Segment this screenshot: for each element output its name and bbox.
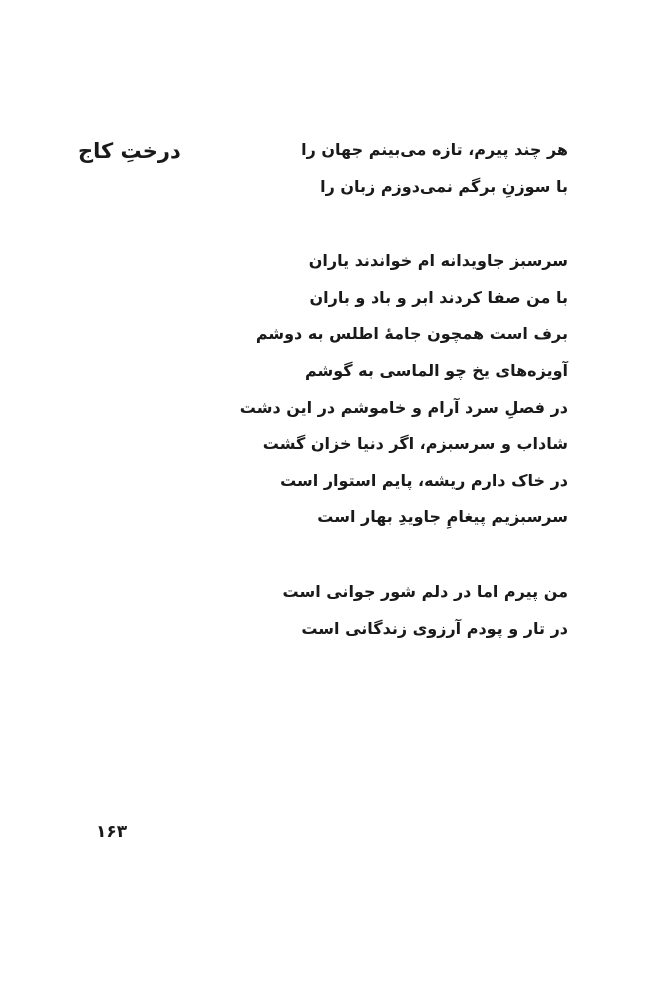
poem-line: هر چند پیرم، تازه می‌بینم جهان را [301, 140, 568, 159]
poem-line: در فصلِ سرد آرام و خاموشم در این دشت [239, 397, 568, 417]
poem-line: برف است همچون جامهٔ اطلس به دوشم [255, 324, 568, 344]
page-number: ۱۶۳ [96, 822, 128, 842]
poem-line: سرسبز جاویدانه ام خواندند یاران [308, 251, 568, 271]
poem-line: در تار و پودم آرزوی زندگانی است [301, 618, 568, 638]
poem-line: سرسبزیم پیغامِ جاویدِ بهار است [317, 507, 568, 527]
poem-line: شاداب و سرسبزم، اگر دنیا خزان گشت [262, 434, 568, 454]
stanza [228, 243, 568, 536]
poem-line: در خاک دارم ریشه، پایم استوار است [280, 470, 568, 490]
poem-line: من پیرم اما در دلم شور جوانی است [282, 581, 568, 601]
poem-line: آویزه‌های یخ چو الماسی به گوشم [304, 360, 568, 380]
poem-line: با من صفا کردند ابر و باد و باران [309, 287, 568, 307]
poem-line: با سوزنِ برگم نمی‌دوزم زبان را [320, 176, 568, 196]
stanza [228, 132, 568, 205]
poem-title: درختِ کاج [78, 139, 181, 163]
poem-body [228, 132, 568, 647]
stanza [228, 574, 568, 647]
